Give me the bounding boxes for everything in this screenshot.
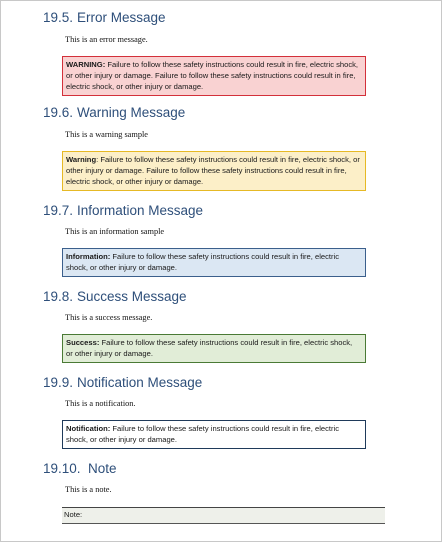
section-heading [43,104,389,122]
box-text: Failure to follow these safety instructions could result in fire, electric shock, or other injury or damage. Failure to follow these safety instructions could result in fire, electric shock, or other injury or damage. [66,60,359,91]
section-note [43,460,389,478]
box-text: Failure to follow these safety instructions could result in fire, electric shock, or other injury or damage. [66,424,340,444]
box-text: : Failure to follow these safety instructions could result in fire, electric shock, or other injury or damage. Failure to follow these safety instructions could result in fire, electric shock, or other injury or damage. [66,155,360,186]
section-notification-message [43,374,389,392]
note-box [62,507,385,524]
intro-text: This is an information sample [65,227,165,236]
section-error-message [43,9,389,27]
section-heading [43,460,389,478]
section-title: Success Message [77,289,187,304]
section-heading [43,374,389,392]
section-title: Notification Message [77,375,203,390]
error-message-box [62,56,366,96]
section-heading [43,9,389,27]
success-message-box [62,334,366,363]
box-label: Note: [64,510,83,519]
section-number: 19.5. [43,10,74,25]
box-label: Information: [66,252,111,261]
section-warning-message [43,104,389,122]
section-title: Information Message [77,203,204,218]
section-heading [43,202,389,220]
box-text: Failure to follow these safety instructions could result in fire, electric shock, or other injury or damage. [66,252,340,272]
box-label: Notification: [66,424,111,433]
section-heading [43,288,389,306]
section-number: 19.9. [43,375,74,390]
intro-text: This is a note. [65,485,112,494]
section-title: Error Message [77,10,166,25]
box-label: Warning [66,155,97,164]
section-number: 19.8. [43,289,74,304]
notification-message-box [62,420,366,449]
intro-text: This is a success message. [65,313,153,322]
section-information-message [43,202,389,220]
section-title: Warning Message [77,105,186,120]
section-title: Note [88,461,117,476]
box-label: WARNING: [66,60,106,69]
intro-text: This is a notification. [65,399,136,408]
box-label: Success: [66,338,100,347]
intro-text: This is an error message. [65,35,148,44]
box-text: Failure to follow these safety instructions could result in fire, electric shock, or other injury or damage. [66,338,353,358]
intro-text: This is a warning sample [65,130,148,139]
information-message-box [62,248,366,277]
section-number: 19.7. [43,203,74,218]
warning-message-box [62,151,366,191]
section-success-message [43,288,389,306]
section-number: 19.6. [43,105,74,120]
section-number: 19.10. [43,461,81,476]
